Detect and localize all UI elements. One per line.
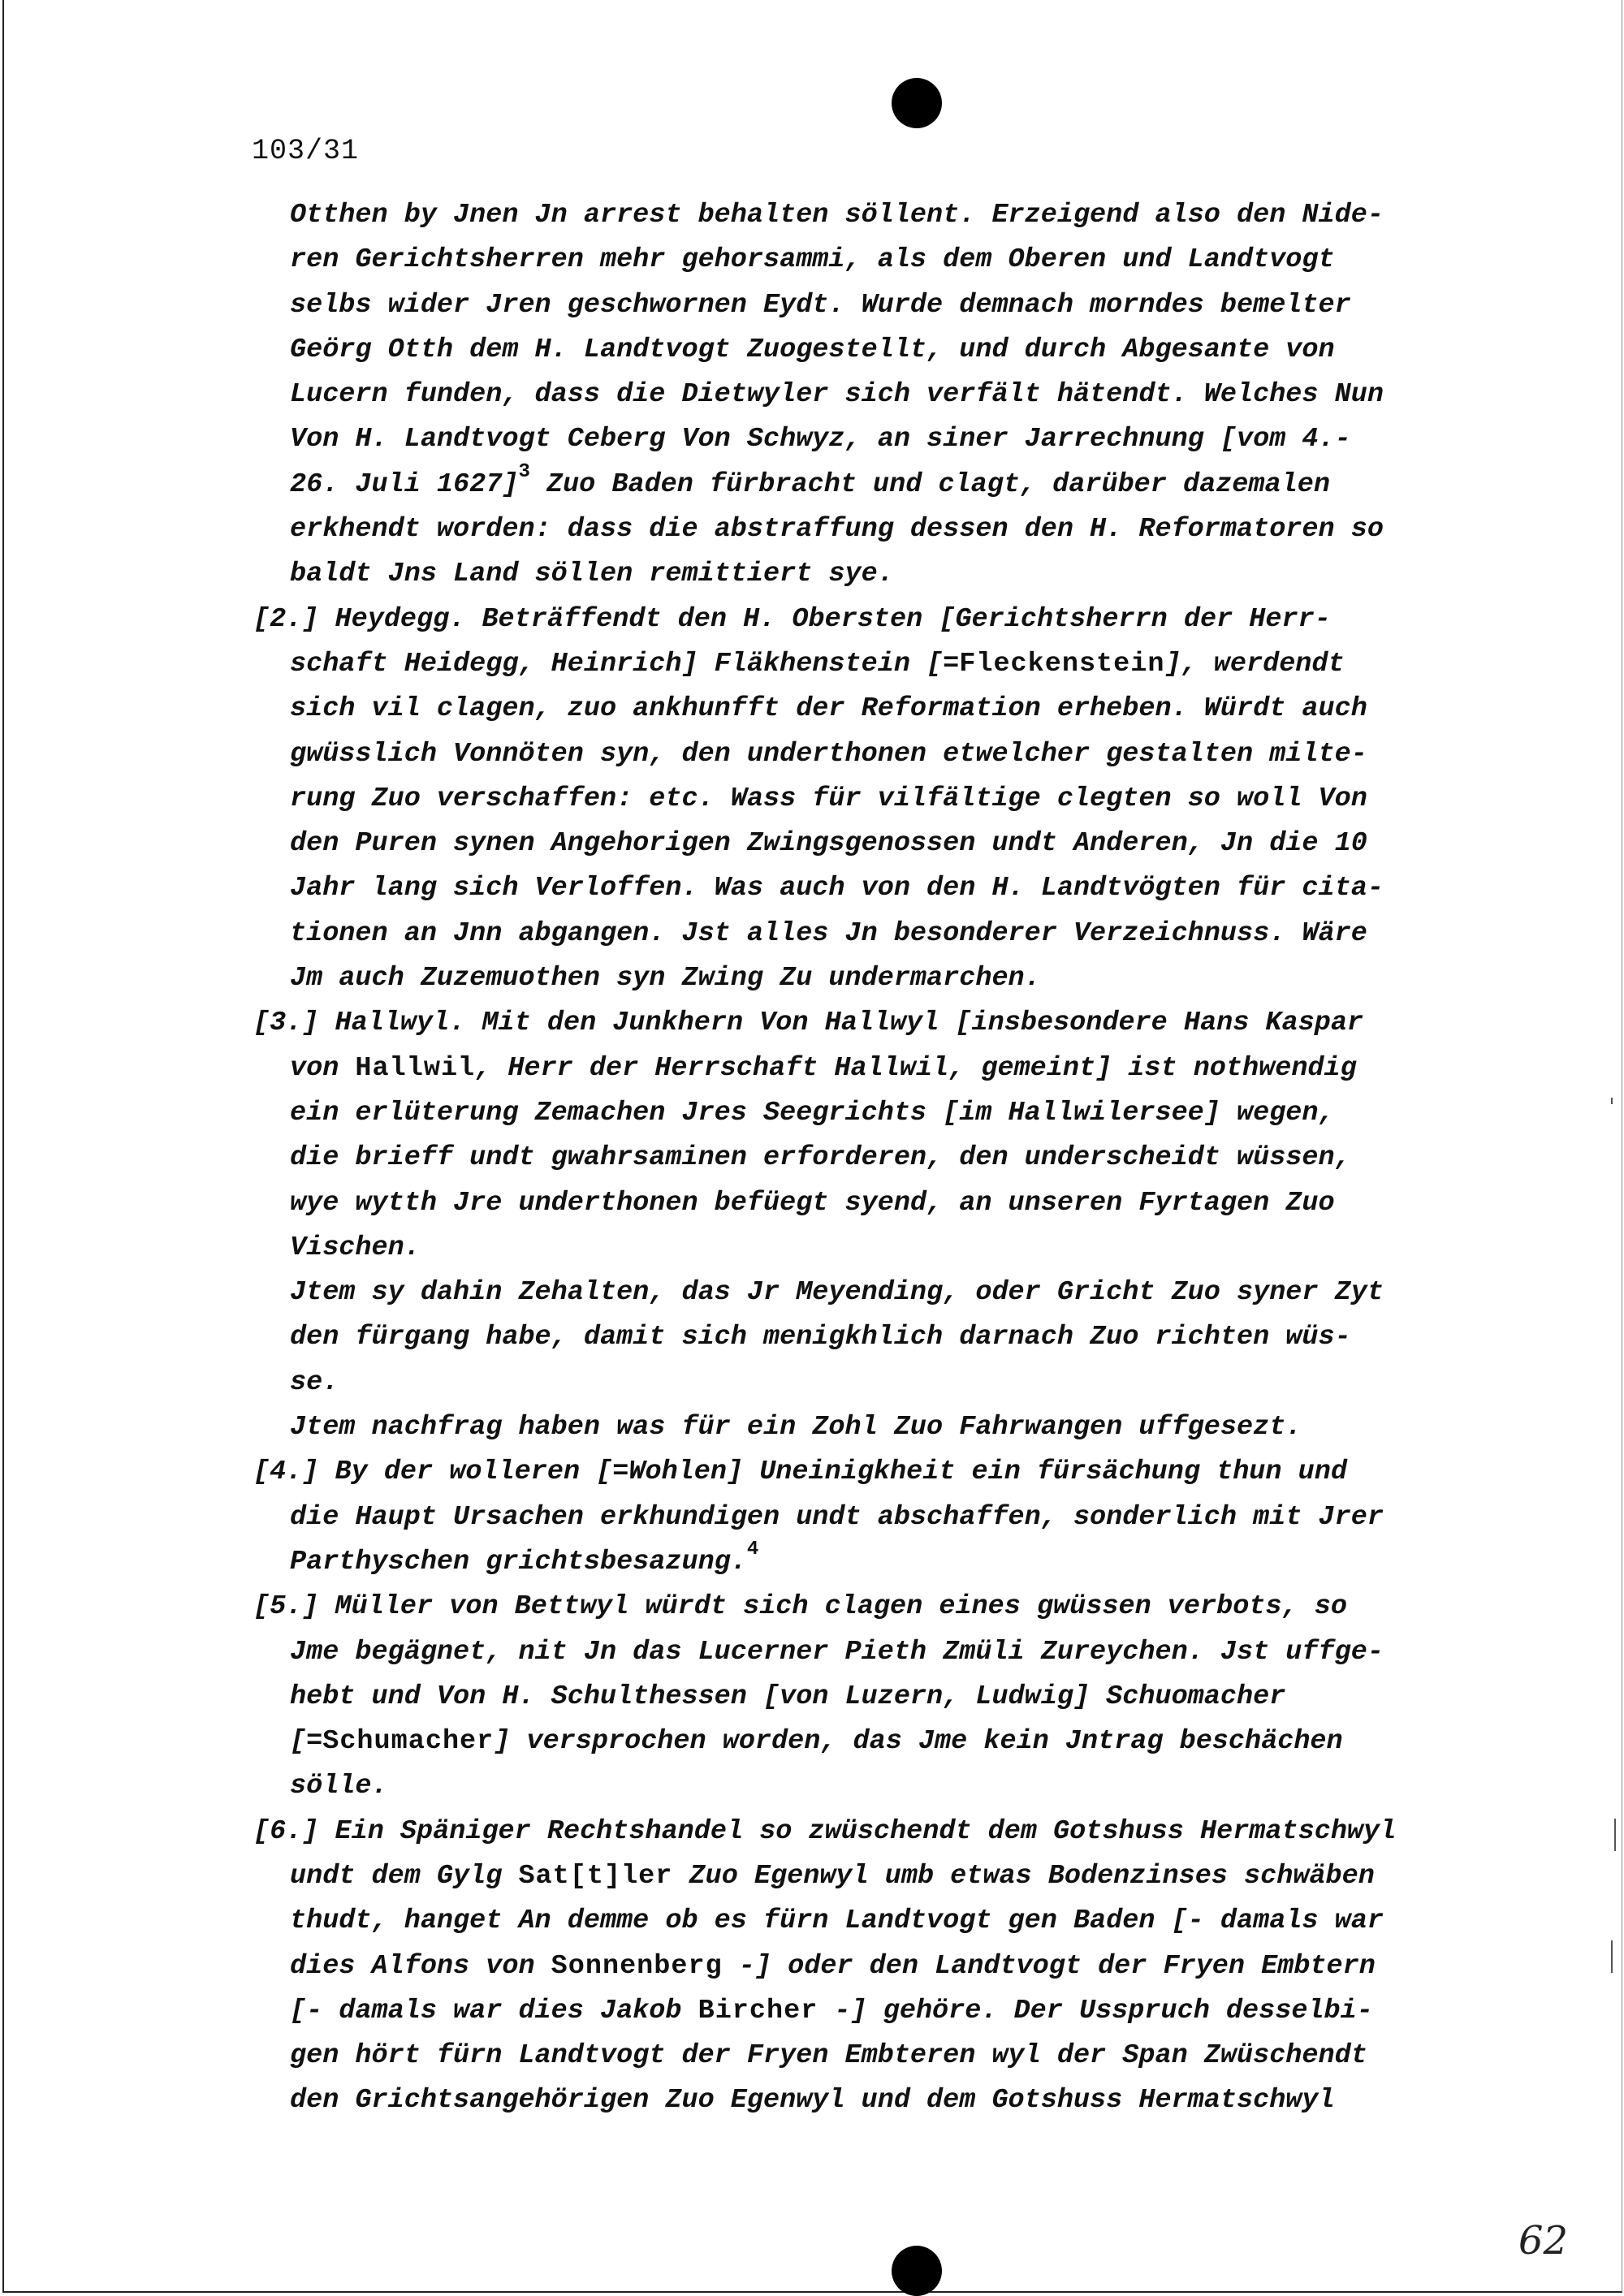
text-run: wye wytth Jre underthonen befüegt syend, an unseren Fyrtagen Zuo bbox=[290, 1187, 1335, 1219]
text-line bbox=[253, 1810, 1520, 1854]
text-line bbox=[253, 417, 1520, 462]
text-line bbox=[253, 193, 1520, 238]
text-run: Zuo Baden fürbracht und clagt, darüber dazemalen bbox=[529, 468, 1330, 500]
text-line bbox=[253, 1271, 1520, 1315]
scan-speck bbox=[1611, 1940, 1613, 1973]
text-line bbox=[253, 238, 1520, 283]
bold-name: Bircher bbox=[698, 1995, 818, 2026]
text-line bbox=[253, 777, 1520, 822]
text-line bbox=[253, 1361, 1520, 1405]
text-line bbox=[253, 1495, 1520, 1540]
text-line bbox=[253, 552, 1520, 597]
text-run: schaft Heidegg, Heinrich] Fläkhenstein [= bbox=[290, 648, 960, 680]
text-line bbox=[253, 373, 1520, 417]
text-run: Jm auch Zuzemuothen syn Zwing Zu undermarchen. bbox=[290, 963, 1041, 995]
text-line bbox=[253, 1001, 1520, 1046]
scan-speck bbox=[1611, 1098, 1613, 1104]
text-line bbox=[253, 1899, 1520, 1944]
text-run: Geörg Otth dem H. Landtvogt Zuogestellt, und durch Abgesante von bbox=[290, 334, 1335, 365]
footnote-marker: 3 bbox=[518, 460, 530, 483]
text-line bbox=[253, 1720, 1520, 1764]
text-run: die brieff undt gwahrsaminen erforderen, den underscheidt wüssen, bbox=[290, 1142, 1351, 1174]
text-line bbox=[253, 1989, 1520, 2034]
text-line bbox=[253, 822, 1520, 866]
text-line bbox=[253, 1091, 1520, 1136]
text-line bbox=[253, 687, 1520, 732]
text-run: [- damals war dies Jakob bbox=[290, 1995, 698, 2026]
text-run: von bbox=[290, 1052, 356, 1084]
text-run: [3.] Hallwyl. Mit den Junkhern Von Hallwyl [insbesondere Hans Kaspar bbox=[253, 1008, 1364, 1039]
text-line bbox=[253, 1315, 1520, 1360]
text-line bbox=[253, 2034, 1520, 2078]
text-line bbox=[253, 283, 1520, 328]
text-run: den fürgang habe, damit sich menigkhlich darnach Zuo richten wüs- bbox=[290, 1322, 1351, 1353]
page-number: 62 bbox=[1518, 2218, 1569, 2264]
text-line bbox=[253, 1226, 1520, 1271]
text-line bbox=[253, 1764, 1520, 1809]
text-run: hebt und Von H. Schulthessen [von Luzern, Ludwig] Schuomacher bbox=[290, 1681, 1286, 1712]
text-run: den Puren synen Angehorigen Zwingsgenossen undt Anderen, Jn die 10 bbox=[290, 828, 1367, 860]
text-run: se. bbox=[290, 1366, 339, 1398]
text-run: [6.] Ein Späniger Rechtshandel so zwüschendt dem Gotshuss Hermatschwyl bbox=[253, 1815, 1397, 1847]
text-run: Jme begägnet, nit Jn das Lucerner Pieth Zmüli Zureychen. Jst uffge- bbox=[290, 1636, 1384, 1668]
text-line bbox=[253, 912, 1520, 956]
text-line bbox=[253, 732, 1520, 777]
text-run: die Haupt Ursachen erkhundigen undt abschaffen, sonderlich mit Jrer bbox=[290, 1501, 1384, 1533]
text-run: ], werdendt bbox=[1164, 648, 1345, 680]
bold-name: Sonnenberg bbox=[551, 1950, 723, 1982]
text-run: baldt Jns Land söllen remittiert sye. bbox=[290, 559, 894, 590]
text-run: selbs wider Jren geschwornen Eydt. Wurde demnach morndes bemelter bbox=[290, 289, 1351, 321]
text-run: sich vil clagen, zuo ankhunfft der Reformation erheben. Würdt auch bbox=[290, 693, 1367, 725]
text-line bbox=[253, 956, 1520, 1001]
text-run: Von H. Landtvogt Ceberg Von Schwyz, an siner Jarrechnung [vom 4.- bbox=[290, 424, 1351, 455]
bold-name: Fleckenstein bbox=[959, 648, 1165, 680]
text-line bbox=[253, 1181, 1520, 1226]
text-line bbox=[253, 507, 1520, 552]
text-run: thudt, hanget An demme ob es fürn Landtvogt gen Baden [- damals war bbox=[290, 1905, 1384, 1937]
text-run: Vischen. bbox=[290, 1232, 421, 1263]
text-run: ] versprochen worden, das Jme kein Jntrag beschächen bbox=[494, 1726, 1343, 1758]
text-line bbox=[253, 1585, 1520, 1629]
text-run: Jtem nachfrag haben was für ein Zohl Zuo Fahrwangen uffgesezt. bbox=[290, 1412, 1302, 1444]
text-line bbox=[253, 866, 1520, 911]
text-line bbox=[253, 1405, 1520, 1450]
punch-hole-top bbox=[892, 78, 942, 128]
scan-speck bbox=[1614, 1819, 1616, 1851]
text-run: Lucern funden, dass die Dietwyler sich verfält hätendt. Welches Nun bbox=[290, 379, 1384, 411]
text-line bbox=[253, 1854, 1520, 1899]
text-line bbox=[253, 1047, 1520, 1091]
text-run: dies Alfons von bbox=[290, 1950, 551, 1982]
text-line bbox=[253, 598, 1520, 642]
text-line bbox=[253, 1450, 1520, 1495]
footnote-marker: 4 bbox=[746, 1538, 759, 1560]
text-run: Parthyschen grichtsbesazung. bbox=[290, 1546, 747, 1577]
text-run: [2.] Heydegg. Beträffendt den H. Obersten [Gerichtsherrn der Herr- bbox=[253, 603, 1331, 635]
punch-hole-bottom bbox=[892, 2246, 942, 2296]
bold-name: Schumacher bbox=[322, 1726, 495, 1758]
text-line bbox=[253, 2078, 1520, 2123]
text-run: erkhendt worden: dass die abstraffung dessen den H. Reformatoren so bbox=[290, 514, 1384, 546]
text-line bbox=[253, 1944, 1520, 1989]
text-run: [= bbox=[290, 1726, 323, 1758]
text-run: [5.] Müller von Bettwyl würdt sich clagen eines gwüssen verbots, so bbox=[253, 1591, 1347, 1623]
text-run: Zuo Egenwyl umb etwas Bodenzinses schwäben bbox=[672, 1860, 1375, 1892]
text-run: Jahr lang sich Verloffen. Was auch von den H. Landtvögten für cita- bbox=[290, 873, 1384, 904]
document-reference: 103/31 bbox=[252, 135, 360, 167]
bold-name: Hallwil bbox=[355, 1052, 476, 1084]
document-body bbox=[253, 193, 1520, 2124]
text-run: ren Gerichtsherren mehr gehorsammi, als dem Oberen und Landtvogt bbox=[290, 244, 1335, 276]
text-run: Otthen by Jnen Jn arrest behalten söllent. Erzeigend also den Nide- bbox=[290, 200, 1384, 231]
text-line bbox=[253, 460, 1520, 507]
text-run: sölle. bbox=[290, 1771, 388, 1802]
text-line bbox=[253, 1675, 1520, 1720]
text-line bbox=[253, 1540, 1520, 1585]
text-run: , Herr der Herrschaft Hallwil, gemeint] ist nothwendig bbox=[475, 1052, 1357, 1084]
text-run: -] gehöre. Der Usspruch desselbi- bbox=[818, 1995, 1373, 2026]
text-line bbox=[253, 1136, 1520, 1180]
text-run: undt dem Gylg bbox=[290, 1860, 519, 1892]
text-run: gen hört fürn Landtvogt der Fryen Embteren wyl der Span Zwüschendt bbox=[290, 2040, 1367, 2072]
text-run: -] oder den Landtvogt der Fryen Embtern bbox=[722, 1950, 1376, 1982]
text-line bbox=[253, 642, 1520, 687]
text-run: [4.] By der wolleren [=Wohlen] Uneinigkheit ein fürsächung thun und bbox=[253, 1457, 1347, 1488]
text-run: 26. Juli 1627] bbox=[290, 468, 519, 500]
text-run: gwüsslich Vonnöten syn, den underthonen etwelcher gestalten milte- bbox=[290, 738, 1367, 770]
text-run: ein erlüterung Zemachen Jres Seegrichts [im Hallwilersee] wegen, bbox=[290, 1097, 1335, 1129]
text-run: Jtem sy dahin Zehalten, das Jr Meyending, oder Gricht Zuo syner Zyt bbox=[290, 1277, 1384, 1309]
text-run: den Grichtsangehörigen Zuo Egenwyl und dem Gotshuss Hermatschwyl bbox=[290, 2085, 1335, 2117]
text-line bbox=[253, 328, 1520, 373]
text-run: tionen an Jnn abgangen. Jst alles Jn besonderer Verzeichnuss. Wäre bbox=[290, 917, 1367, 949]
text-run: rung Zuo verschaffen: etc. Wass für vilfältige clegten so woll Von bbox=[290, 783, 1367, 814]
text-line bbox=[253, 1630, 1520, 1675]
bold-name: Sat[t]ler bbox=[518, 1860, 673, 1892]
